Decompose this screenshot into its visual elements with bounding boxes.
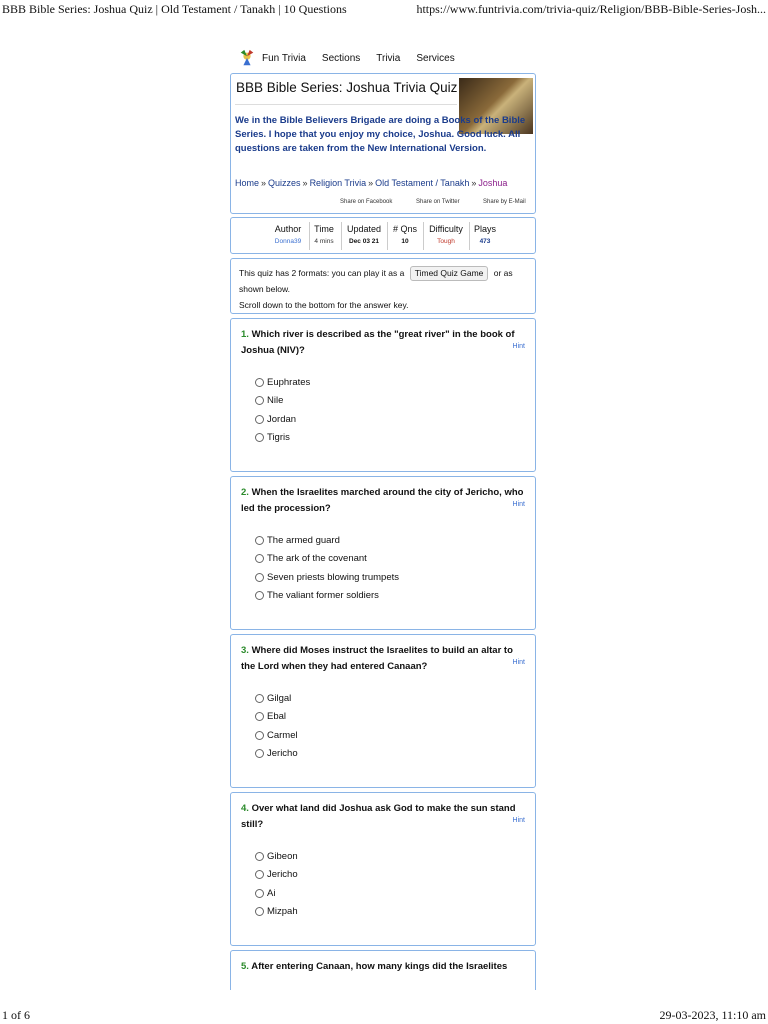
stat-author: [273, 224, 303, 245]
option-label: The valiant former soldiers: [267, 590, 379, 602]
stat-divider: [469, 222, 470, 250]
question-prompt: Over what land did Joshua ask God to make the sun stand still?: [241, 803, 516, 830]
stat-value: Dec 03 21: [349, 238, 379, 245]
option-label: Seven priests blowing trumpets: [267, 571, 400, 583]
answer-option[interactable]: [255, 587, 399, 606]
option-label: Euphrates: [267, 376, 311, 388]
stat-divider: [309, 222, 310, 250]
stat-label: Time: [314, 224, 334, 234]
print-footer: [0, 1008, 768, 1022]
answer-option[interactable]: [255, 847, 298, 866]
quiz-header-card: [230, 73, 536, 214]
question-text: [241, 643, 527, 675]
stat-label: Plays: [473, 224, 496, 234]
hint-link[interactable]: Hint: [512, 501, 525, 508]
option-label: Tigris: [267, 432, 290, 444]
question-number: 2.: [241, 487, 249, 498]
stat-divider: [341, 222, 342, 250]
breadcrumb-separator: »: [302, 178, 308, 188]
answer-option[interactable]: [255, 866, 298, 885]
stat-updated: [344, 224, 384, 245]
radio-button[interactable]: [255, 536, 264, 545]
question-prompt: When the Israelites marched around the city of Jericho, who led the procession?: [241, 487, 524, 514]
quiz-format-info: [230, 258, 536, 314]
stat-value[interactable]: Donna39: [274, 238, 302, 245]
radio-button[interactable]: [255, 396, 264, 405]
stat-divider: [423, 222, 424, 250]
answer-option[interactable]: [255, 410, 310, 429]
stat-divider: [387, 222, 388, 250]
answer-key-note: Scroll down to the bottom for the answer key.: [239, 300, 409, 310]
answer-option[interactable]: [255, 745, 298, 764]
stat-label: Updated: [346, 224, 382, 234]
option-label: Jericho: [267, 869, 298, 881]
print-header-url: https://www.funtrivia.com/trivia-quiz/Religion/BBB-Bible-Series-Josh...: [416, 2, 766, 16]
stat-value: 473: [479, 238, 491, 245]
answer-options: [255, 689, 298, 763]
breadcrumb: [235, 178, 507, 188]
print-header-title: BBB Bible Series: Joshua Quiz | Old Testament / Tanakh | 10 Questions: [2, 2, 347, 16]
breadcrumb-separator: »: [368, 178, 374, 188]
option-label: The armed guard: [267, 534, 340, 546]
question-prompt: Which river is described as the "great river" in the book of Joshua (NIV)?: [241, 329, 515, 356]
stat-questions: [391, 224, 419, 245]
quiz-stats-bar: [230, 217, 536, 254]
radio-button[interactable]: [255, 415, 264, 424]
timed-quiz-game-button[interactable]: Timed Quiz Game: [410, 266, 489, 281]
stat-value: 10: [401, 238, 409, 245]
stat-plays: [473, 224, 497, 245]
radio-button[interactable]: [255, 889, 264, 898]
breadcrumb-joshua[interactable]: Joshua: [478, 178, 508, 188]
question-card: [230, 950, 536, 990]
quiz-description: We in the Bible Believers Brigade are doing a Books of the Bible Series. I hope that you enjoy my choice, Joshua. Good luck. All questions are taken from the New International Version.: [235, 115, 526, 154]
option-label: Ai: [267, 887, 276, 899]
answer-option[interactable]: [255, 429, 310, 448]
answer-option[interactable]: [255, 550, 399, 569]
share-facebook-link[interactable]: Share on Facebook: [340, 199, 393, 205]
nav-trivia[interactable]: Trivia: [376, 52, 401, 64]
info-text-tail: or as shown below.: [239, 268, 513, 294]
question-number: 3.: [241, 645, 249, 656]
option-label: Gibeon: [267, 850, 298, 862]
stat-time: [313, 224, 335, 245]
option-label: Ebal: [267, 711, 287, 723]
share-twitter-link[interactable]: Share on Twitter: [416, 199, 460, 205]
answer-option[interactable]: [255, 392, 310, 411]
answer-option[interactable]: [255, 568, 399, 587]
option-label: The ark of the covenant: [267, 553, 367, 565]
hint-link[interactable]: Hint: [512, 659, 525, 666]
answer-option[interactable]: [255, 373, 310, 392]
answer-option[interactable]: [255, 884, 298, 903]
radio-button[interactable]: [255, 852, 264, 861]
answer-option[interactable]: [255, 531, 399, 550]
question-number: 4.: [241, 803, 249, 814]
question-card: [230, 792, 536, 946]
stat-value: 4 mins: [314, 238, 334, 245]
breadcrumb-old-testament[interactable]: Old Testament / Tanakh: [375, 178, 470, 188]
nav-sections[interactable]: Sections: [321, 52, 361, 64]
question-card: [230, 476, 536, 630]
print-header: [0, 2, 768, 16]
stat-label: Difficulty: [429, 224, 463, 234]
question-number: 5.: [241, 961, 249, 972]
radio-button[interactable]: [255, 731, 264, 740]
breadcrumb-quizzes[interactable]: Quizzes: [268, 178, 301, 188]
question-number: 1.: [241, 329, 249, 340]
site-nav: [238, 48, 471, 68]
question-prompt: Where did Moses instruct the Israelites to build an altar to the Lord when they had entered Canaan?: [241, 645, 513, 672]
title-divider: [235, 104, 457, 105]
answer-options: [255, 531, 399, 605]
info-text: This quiz has 2 formats: you can play it as a: [239, 268, 405, 278]
answer-options: [255, 373, 310, 447]
question-prompt: After entering Canaan, how many kings did the Israelites: [251, 961, 508, 972]
radio-button[interactable]: [255, 694, 264, 703]
question-card: [230, 634, 536, 788]
question-text: [241, 959, 527, 975]
option-label: Gilgal: [267, 692, 292, 704]
breadcrumb-religion-trivia[interactable]: Religion Trivia: [309, 178, 367, 188]
radio-button[interactable]: [255, 712, 264, 721]
option-label: Nile: [267, 395, 284, 407]
radio-button[interactable]: [255, 433, 264, 442]
hint-link[interactable]: Hint: [512, 343, 525, 350]
option-label: Jordan: [267, 413, 297, 425]
option-label: Jericho: [267, 748, 298, 760]
jester-logo-icon[interactable]: [238, 49, 256, 67]
option-label: Carmel: [267, 729, 298, 741]
hint-link[interactable]: Hint: [512, 817, 525, 824]
breadcrumb-home[interactable]: Home: [235, 178, 260, 188]
radio-button[interactable]: [255, 870, 264, 879]
radio-button[interactable]: [255, 591, 264, 600]
radio-button[interactable]: [255, 907, 264, 916]
radio-button[interactable]: [255, 378, 264, 387]
breadcrumb-separator: »: [261, 178, 267, 188]
nav-services[interactable]: Services: [416, 52, 455, 64]
radio-button[interactable]: [255, 749, 264, 758]
radio-button[interactable]: [255, 554, 264, 563]
answer-option[interactable]: [255, 726, 298, 745]
answer-option[interactable]: [255, 903, 298, 922]
page-count: 1 of 6: [2, 1008, 30, 1022]
question-card: [230, 318, 536, 472]
stat-label: # Qns: [392, 224, 417, 234]
stat-label: Author: [274, 224, 302, 234]
share-email-link[interactable]: Share by E-Mail: [483, 199, 526, 205]
question-text: [241, 801, 527, 833]
option-label: Mizpah: [267, 906, 298, 918]
answer-option[interactable]: [255, 708, 298, 727]
quiz-title: BBB Bible Series: Joshua Trivia Quiz: [236, 80, 458, 95]
question-text: [241, 327, 527, 359]
nav-fun-trivia[interactable]: Fun Trivia: [262, 52, 306, 64]
radio-button[interactable]: [255, 573, 264, 582]
print-timestamp: 29-03-2023, 11:10 am: [659, 1008, 766, 1022]
breadcrumb-separator: »: [471, 178, 477, 188]
answer-options: [255, 847, 298, 921]
answer-option[interactable]: [255, 689, 298, 708]
question-text: [241, 485, 527, 517]
stat-value: Tough: [437, 238, 455, 245]
stat-difficulty: [426, 224, 466, 245]
